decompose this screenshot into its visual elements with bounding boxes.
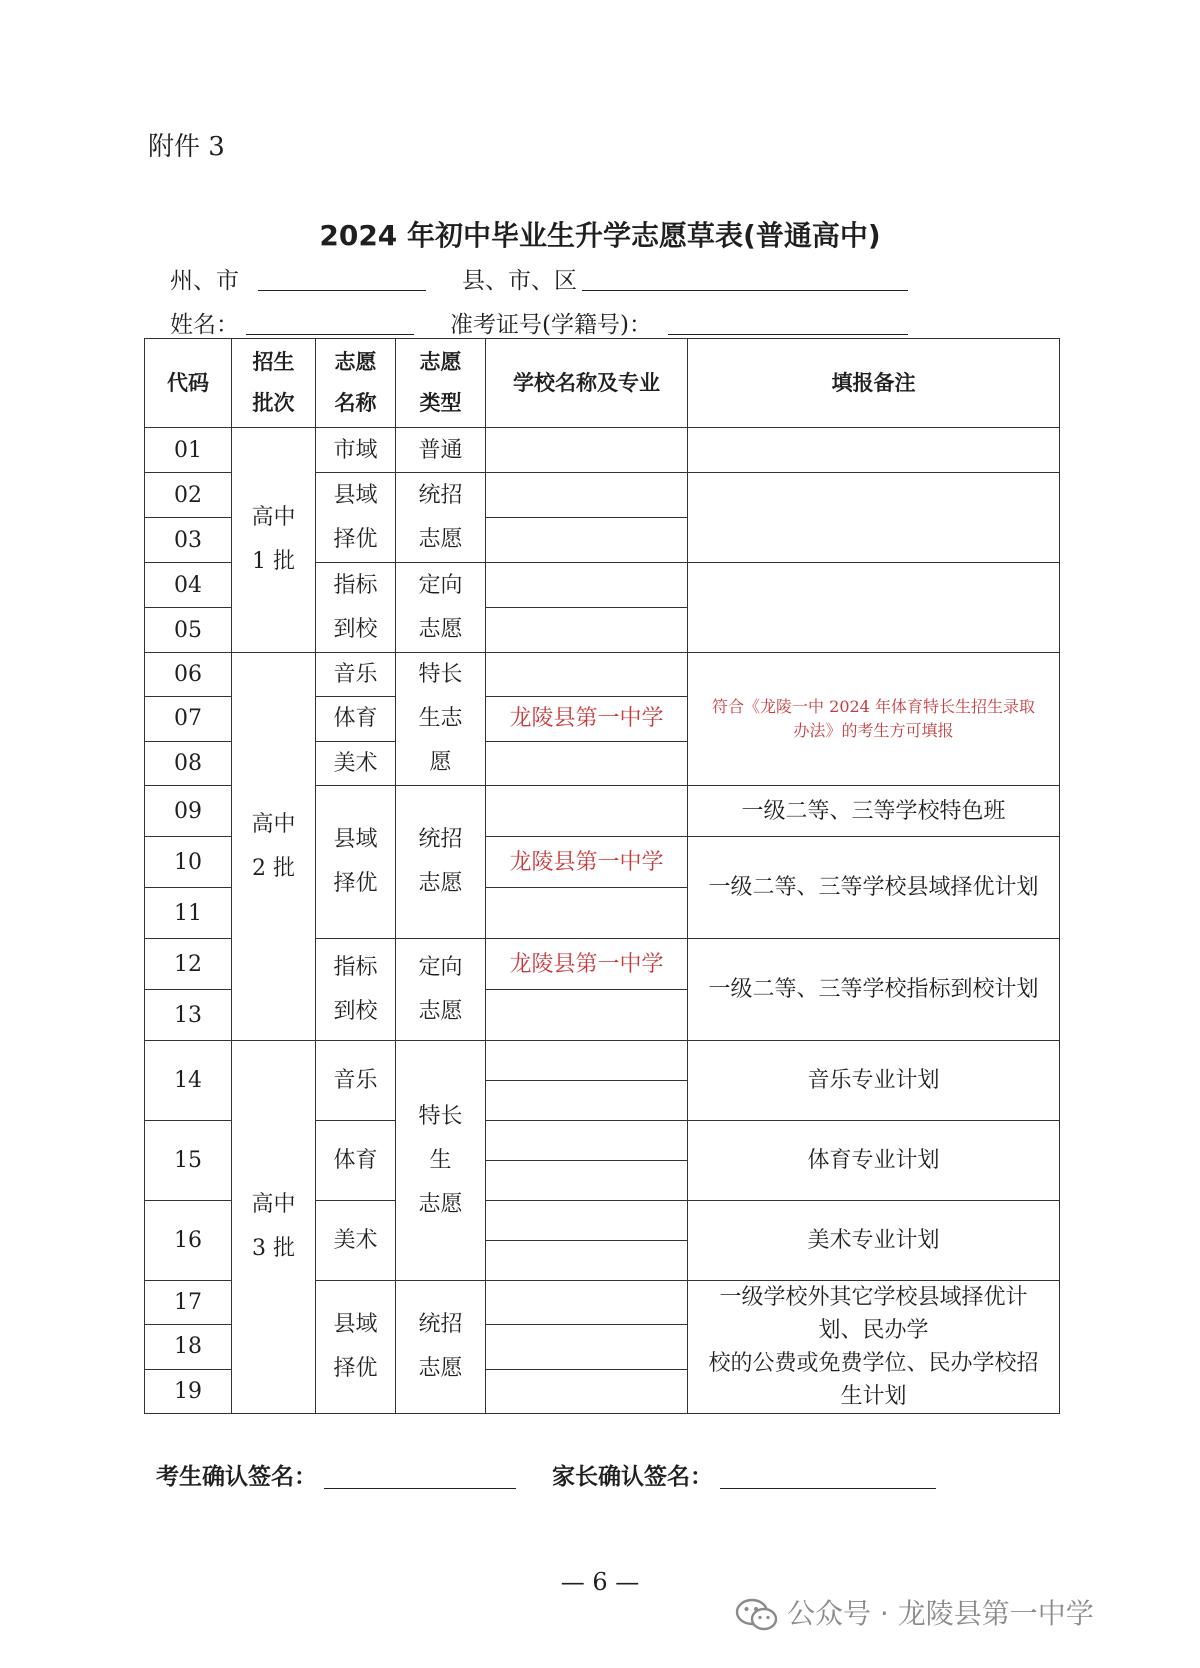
name-cell: 美术: [316, 741, 396, 785]
school-input-10[interactable]: 龙陵县第一中学: [486, 837, 688, 888]
school-input-03[interactable]: [486, 518, 688, 563]
school-input-08[interactable]: [486, 741, 688, 785]
school-input-14a[interactable]: [486, 1041, 688, 1081]
code-cell: 12: [145, 939, 232, 990]
remark-cell: 一级二等、三等学校特色班: [688, 786, 1060, 837]
type-cell: 定向 志愿: [396, 563, 486, 653]
type-cell: 统招 志愿: [396, 473, 486, 563]
exam-id-label: 准考证号(学籍号)：: [450, 312, 652, 338]
batch2-cell: 高中 2 批: [232, 653, 316, 1041]
code-cell: 14: [145, 1041, 232, 1121]
attachment-label: 附件 3: [148, 132, 225, 162]
code-cell: 09: [145, 786, 232, 837]
remark-cell: [688, 428, 1060, 473]
school-input-15b[interactable]: [486, 1161, 688, 1201]
remark-cell: 一级二等、三等学校指标到校计划: [688, 939, 1060, 1041]
sports-rule-remark: 符合《龙陵一中 2024 年体育特长生招生录取 办法》的考生方可填报: [688, 653, 1060, 786]
student-signature-field[interactable]: [324, 1488, 516, 1489]
type-cell: 普通: [396, 428, 486, 473]
batch3-cell: 高中 3 批: [232, 1041, 316, 1414]
code-cell: 03: [145, 518, 232, 563]
name-cell: 县域 择优: [316, 473, 396, 563]
code-cell: 19: [145, 1369, 232, 1413]
remark-cell: [688, 473, 1060, 563]
name-cell: 指标 到校: [316, 939, 396, 1041]
parent-signature-label: 家长确认签名：: [552, 1464, 713, 1490]
name-field[interactable]: [246, 334, 414, 335]
prefecture-label: 州、市: [170, 268, 239, 294]
header-code: 代码: [145, 339, 232, 428]
table-row: [145, 653, 1060, 697]
table-row: [145, 1041, 1060, 1081]
header-batch: 招生 批次: [232, 339, 316, 428]
code-cell: 15: [145, 1121, 232, 1201]
name-cell: 美术: [316, 1201, 396, 1281]
watermark: [735, 1592, 1094, 1632]
header-remark: 填报备注: [688, 339, 1060, 428]
code-cell: 18: [145, 1325, 232, 1369]
header-name: 志愿 名称: [316, 339, 396, 428]
type-cell: 统招 志愿: [396, 786, 486, 939]
school-input-14b[interactable]: [486, 1081, 688, 1121]
name-cell: 指标 到校: [316, 563, 396, 653]
header-school: 学校名称及专业: [486, 339, 688, 428]
school-input-15a[interactable]: [486, 1121, 688, 1161]
code-cell: 01: [145, 428, 232, 473]
parent-signature-field[interactable]: [720, 1488, 936, 1489]
type-cell: 定向 志愿: [396, 939, 486, 1041]
school-input-19[interactable]: [486, 1369, 688, 1413]
remark-cell: 一级学校外其它学校县域择优计划、民办学 校的公费或免费学位、民办学校招生计划: [688, 1281, 1060, 1414]
code-cell: 16: [145, 1201, 232, 1281]
wechat-icon: [735, 1598, 779, 1632]
school-input-07[interactable]: 龙陵县第一中学: [486, 697, 688, 741]
exam-id-field[interactable]: [668, 334, 908, 335]
code-cell: 07: [145, 697, 232, 741]
name-cell: 市域: [316, 428, 396, 473]
name-cell: 体育: [316, 697, 396, 741]
remark-cell: 一级二等、三等学校县域择优计划: [688, 837, 1060, 939]
student-signature-label: 考生确认签名：: [156, 1464, 317, 1490]
code-cell: 04: [145, 563, 232, 608]
header-type: 志愿 类型: [396, 339, 486, 428]
code-cell: 17: [145, 1281, 232, 1325]
code-cell: 10: [145, 837, 232, 888]
type-cell: 统招 志愿: [396, 1281, 486, 1414]
school-input-11[interactable]: [486, 888, 688, 939]
name-cell: 音乐: [316, 653, 396, 697]
form-title: 2024 年初中毕业生升学志愿草表(普通高中): [319, 219, 881, 252]
type-cell: 特长 生 志愿: [396, 1041, 486, 1281]
county-field[interactable]: [582, 290, 908, 291]
school-input-13[interactable]: [486, 990, 688, 1041]
name-cell: 县域 择优: [316, 786, 396, 939]
school-input-06[interactable]: [486, 653, 688, 697]
code-cell: 06: [145, 653, 232, 697]
prefecture-field[interactable]: [258, 290, 426, 291]
school-input-16b[interactable]: [486, 1241, 688, 1281]
remark-cell: 音乐专业计划: [688, 1041, 1060, 1121]
application-table: [144, 338, 1060, 1414]
school-input-16a[interactable]: [486, 1201, 688, 1241]
school-input-09[interactable]: [486, 786, 688, 837]
remark-cell: 美术专业计划: [688, 1201, 1060, 1281]
remark-cell: 体育专业计划: [688, 1121, 1060, 1201]
code-cell: 08: [145, 741, 232, 785]
page-number: — 6 —: [560, 1568, 640, 1596]
school-input-01[interactable]: [486, 428, 688, 473]
remark-cell: [688, 563, 1060, 653]
county-label: 县、市、区: [462, 268, 577, 294]
table-header-row: [145, 339, 1060, 428]
school-input-18[interactable]: [486, 1325, 688, 1369]
type-cell: 特长 生志 愿: [396, 653, 486, 786]
watermark-text: 公众号 · 龙陵县第一中学: [787, 1597, 1094, 1630]
batch1-cell: 高中 1 批: [232, 428, 316, 653]
school-input-02[interactable]: [486, 473, 688, 518]
school-input-04[interactable]: [486, 563, 688, 608]
code-cell: 11: [145, 888, 232, 939]
code-cell: 13: [145, 990, 232, 1041]
school-input-05[interactable]: [486, 608, 688, 653]
name-label: 姓名：: [170, 312, 239, 338]
name-cell: 体育: [316, 1121, 396, 1201]
school-input-17[interactable]: [486, 1281, 688, 1325]
name-cell: 音乐: [316, 1041, 396, 1121]
code-cell: 05: [145, 608, 232, 653]
table-row: [145, 428, 1060, 473]
code-cell: 02: [145, 473, 232, 518]
name-cell: 县域 择优: [316, 1281, 396, 1414]
school-input-12[interactable]: 龙陵县第一中学: [486, 939, 688, 990]
